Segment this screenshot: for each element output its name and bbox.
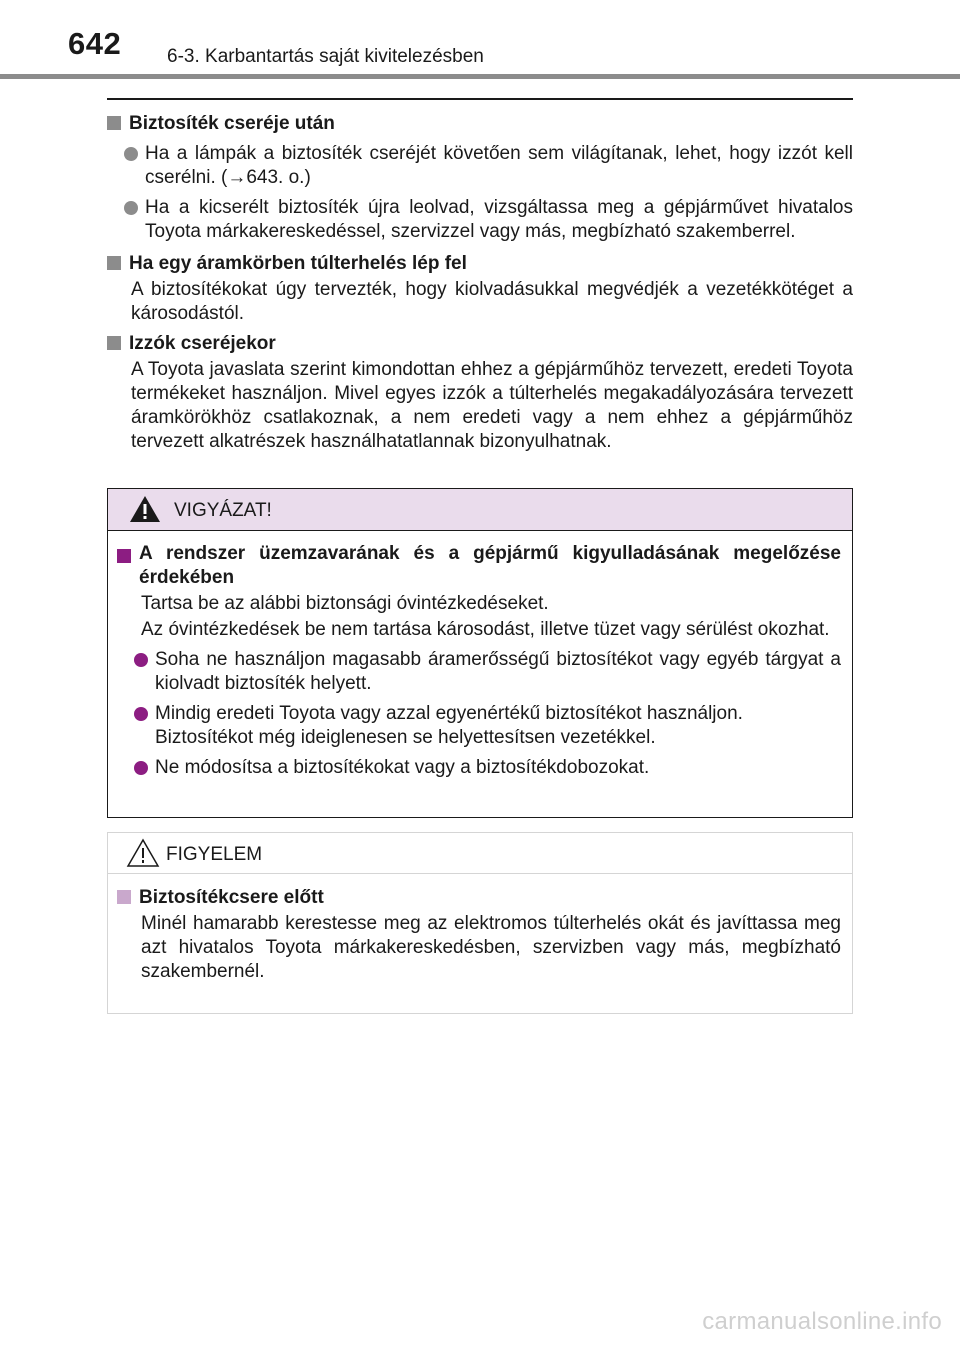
section-heading: [107, 332, 853, 356]
round-bullet-icon: [124, 201, 138, 215]
round-bullet-icon: [124, 147, 138, 161]
top-rule: [107, 98, 853, 100]
round-bullet-icon: [134, 761, 148, 775]
list-item: [107, 196, 853, 244]
notice-box: [107, 832, 853, 1014]
main-content: [107, 108, 853, 454]
notice-triangle-icon: [126, 838, 160, 868]
watermark: carmanualsonline.info: [702, 1308, 942, 1335]
list-item: [107, 142, 853, 190]
header-rule: [0, 74, 960, 79]
warning-title: A rendszer üzemzavarának és a gépjármű kigyulladásának megelőzése érdekében: [139, 543, 841, 588]
section-paragraph: A Toyota javaslata szerint kimondottan ehhez a gépjárműhöz tervezett, eredeti Toyota termékeket használjon. Mivel egyes izzók a túlterhelés megakadályozására tervezett áramkörökhöz csatlakoznak, a nem eredeti vagy a nem ehhez a gépjárműhöz tervezett alkatrészek használhatatlannak bizonyulhatnak.: [131, 359, 853, 452]
square-bullet-icon: [107, 116, 121, 130]
list-item-text: Soha ne használjon magasabb áramerősségű biztosítékot vagy egyéb tárgyat a kiolvadt biztosíték helyett.: [155, 649, 841, 694]
list-item-text: Mindig eredeti Toyota vagy azzal egyenértékű biztosítékot használjon. Biztosítékot még ideiglenesen se helyettesítsen vezetékkel.: [155, 703, 743, 748]
section-paragraph: A biztosítékokat úgy tervezték, hogy kiolvadásukkal megvédjék a vezetékkötéget a károsodástól.: [131, 279, 853, 324]
warning-heading: [117, 542, 841, 590]
notice-body: [108, 874, 852, 984]
list-item: [117, 702, 841, 750]
square-bullet-icon: [117, 549, 131, 563]
round-bullet-icon: [134, 653, 148, 667]
list-item-text: Ha a lámpák a biztosíték cseréjét követően sem világítanak, lehet, hogy izzót kell cserélni. (→643. o.): [145, 143, 853, 188]
square-bullet-icon: [107, 256, 121, 270]
section-heading: [107, 112, 853, 136]
list-item: [117, 648, 841, 696]
list-item-text: Ne módosítsa a biztosítékokat vagy a biztosítékdobozokat.: [155, 757, 650, 778]
section-title: Ha egy áramkörben túlterhelés lép fel: [129, 253, 467, 274]
warning-header: [108, 489, 852, 531]
warning-intro: Tartsa be az alábbi biztonsági óvintézkedéseket.: [141, 593, 549, 614]
square-bullet-icon: [107, 336, 121, 350]
section-heading: [107, 252, 853, 276]
list-item-text: Ha a kicserélt biztosíték újra leolvad, vizsgáltassa meg a gépjárművet hivatalos Toyota márkakereskedéssel, szervizzel vagy más, megbízható szakemberrel.: [145, 197, 853, 242]
warning-body: [108, 531, 852, 780]
square-bullet-icon: [117, 890, 131, 904]
notice-label: FIGYELEM: [166, 844, 263, 865]
warning-triangle-icon: [128, 494, 162, 524]
round-bullet-icon: [134, 707, 148, 721]
notice-header: [108, 833, 852, 874]
notice-paragraph: Minél hamarabb kerestesse meg az elektromos túlterhelés okát és javíttassa meg azt hivatalos Toyota márkakereskedésben, szervizben vagy más, megbízható szakembernél.: [141, 913, 841, 982]
chapter-title: 6-3. Karbantartás saját kivitelezésben: [167, 46, 484, 67]
list-item: [117, 756, 841, 780]
warning-box: [107, 488, 853, 818]
warning-intro: Az óvintézkedések be nem tartása károsodást, illetve tüzet vagy sérülést okozhat.: [141, 619, 830, 640]
warning-label: VIGYÁZAT!: [174, 500, 272, 521]
page-number: 642: [68, 26, 122, 61]
notice-heading: [117, 886, 841, 910]
section-title: Izzók cseréjekor: [129, 333, 276, 354]
notice-title: Biztosítékcsere előtt: [139, 887, 324, 908]
section-title: Biztosíték cseréje után: [129, 113, 335, 134]
